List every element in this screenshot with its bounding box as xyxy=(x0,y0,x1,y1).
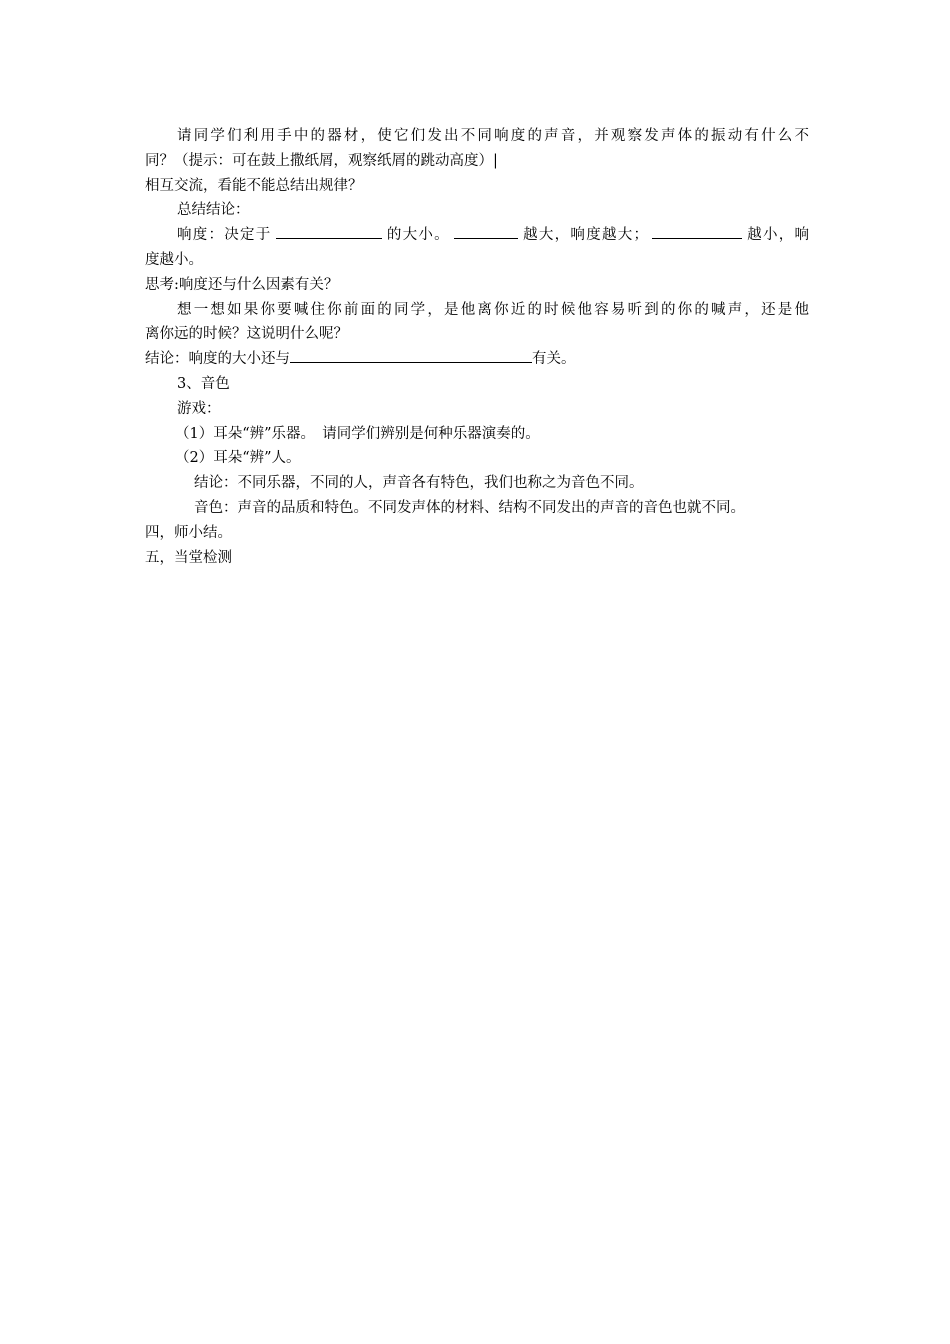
paragraph-imagine-line2: 离你远的时候？这说明什么呢？ xyxy=(145,326,348,343)
paragraph-timbre-definition: 音色：声音的品质和特色。不同发声体的材料、结构不同发出的声音的音色也就不同。 xyxy=(194,499,745,516)
game-item-instrument: （1）耳朵“辨”乐器。 请同学们辨别是何种乐器演奏的。 xyxy=(175,425,540,442)
loudness-text-b: 的大小。 xyxy=(385,227,450,244)
conclusion-text-b: 有关。 xyxy=(532,351,576,368)
conclusion-text-a: 结论：响度的大小还与 xyxy=(145,351,290,368)
paragraph-loudness-line2: 度越小。 xyxy=(145,251,203,268)
paragraph-experiment-line2: 同？（提示：可在鼓上撒纸屑，观察纸屑的跳动高度）| xyxy=(145,152,498,169)
fill-blank-3[interactable] xyxy=(652,224,742,239)
heading-timbre: 3、音色 xyxy=(177,375,230,392)
paragraph-conclusion-distance xyxy=(145,347,809,372)
paragraph-exchange: 相互交流，看能不能总结出规律？ xyxy=(145,177,363,194)
paragraph-loudness-line1 xyxy=(145,223,809,248)
paragraph-imagine-line1: 想一想如果你要喊住你前面的同学，是他离你近的时候他容易听到的你的喊声，还是他 xyxy=(177,301,809,318)
heading-teacher-summary: 四，师小结。 xyxy=(145,524,232,541)
paragraph-think: 思考:响度还与什么因素有关？ xyxy=(145,276,339,293)
loudness-text-a: 响度：决定于 xyxy=(177,227,272,244)
fill-blank-4[interactable] xyxy=(290,348,532,363)
heading-class-test: 五，当堂检测 xyxy=(145,549,232,566)
document-body xyxy=(145,124,809,570)
heading-summary: 总结结论： xyxy=(177,202,250,219)
heading-game: 游戏： xyxy=(177,400,221,417)
paragraph-experiment-line1: 请同学们利用手中的器材，使它们发出不同响度的声音，并观察发声体的振动有什么不 xyxy=(177,128,809,144)
game-item-person: （2）耳朵“辨”人。 xyxy=(175,450,301,467)
paragraph-conclusion-timbre: 结论：不同乐器，不同的人，声音各有特色，我们也称之为音色不同。 xyxy=(194,475,644,492)
fill-blank-2[interactable] xyxy=(454,224,518,239)
loudness-text-c: 越大，响度越大； xyxy=(521,227,648,244)
loudness-text-d: 越小，响 xyxy=(745,227,809,244)
fill-blank-1[interactable] xyxy=(276,224,382,239)
